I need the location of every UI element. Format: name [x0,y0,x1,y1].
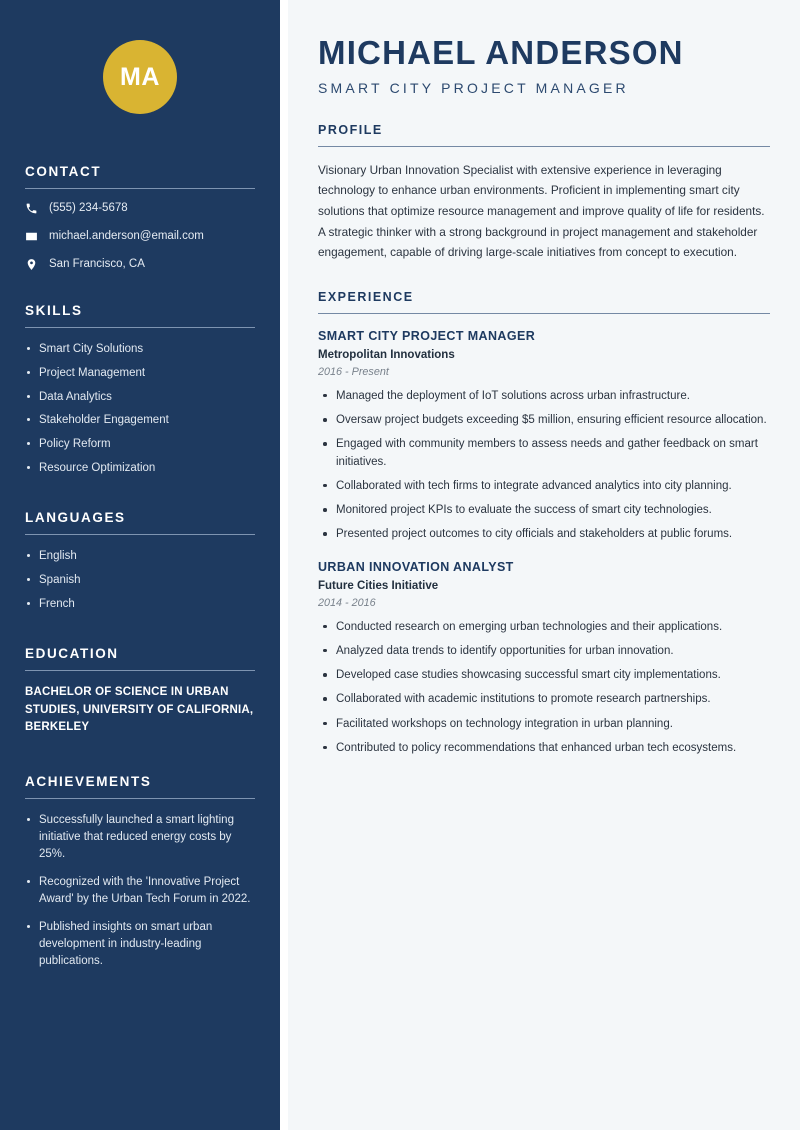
list-item: Stakeholder Engagement [25,412,255,429]
experience-bullets [318,388,770,544]
list-item: Project Management [25,365,255,382]
section-divider [318,313,770,314]
section-title-languages: LANGUAGES [25,510,126,526]
list-item: Managed the deployment of IoT solutions across urban infrastructure. [318,388,770,405]
list-item: Policy Reform [25,436,255,453]
list-item: Collaborated with academic institutions to promote research partnerships. [318,691,770,708]
section-divider [25,534,255,535]
sidebar [0,0,280,1130]
section-title-contact: CONTACT [25,164,102,179]
section-title-skills: SKILLS [25,303,83,319]
contact-item-email[interactable] [25,230,255,244]
experience-role: URBAN INNOVATION ANALYST [318,559,514,574]
sidebar-section-languages [25,510,255,612]
experience-entry [318,560,770,758]
experience-role: SMART CITY PROJECT MANAGER [318,328,536,343]
education-entry: BACHELOR OF SCIENCE IN URBAN STUDIES, UNIVERSITY OF CALIFORNIA, BERKELEY [25,686,254,733]
avatar-container [25,0,255,114]
envelope-icon [25,230,38,243]
section-divider [25,670,255,671]
contact-item-phone[interactable] [25,202,255,216]
list-item: Collaborated with tech firms to integrate advanced analytics into city planning. [318,478,770,495]
main-section-profile [318,123,770,263]
list-item: Recognized with the 'Innovative Project Award' by the Urban Tech Forum in 2022. [25,874,255,908]
experience-entry [318,329,770,544]
contact-value-email: michael.anderson@email.com [49,229,204,242]
section-title-experience: EXPERIENCE [318,289,414,304]
main-content [288,0,800,1130]
achievements-list [25,812,255,970]
list-item: Spanish [25,572,255,589]
sidebar-section-contact [25,164,255,271]
list-item: Contributed to policy recommendations that enhanced urban tech ecosystems. [318,740,770,757]
column-divider [280,0,288,1130]
list-item: Engaged with community members to assess needs and gather feedback on smart initiatives. [318,436,770,471]
section-divider [25,327,255,328]
list-item: Analyzed data trends to identify opportunities for urban innovation. [318,643,770,660]
list-item: Facilitated workshops on technology integration in urban planning. [318,716,770,733]
section-divider [318,146,770,147]
experience-bullets [318,619,770,758]
contact-list [25,202,255,271]
profile-text: Visionary Urban Innovation Specialist with extensive experience in leveraging technology to enhance urban environments. Proficient in implementing smart city solutions that optimize resource management and improve quality of life for residents. A strategic thinker with a strong background in project management and stakeholder engagement, capable of driving large-scale initiatives from concept to execution. [318,162,765,260]
contact-item-location[interactable] [25,258,255,272]
contact-value-location: San Francisco, CA [49,257,145,270]
list-item: Developed case studies showcasing successful smart city implementations. [318,667,770,684]
sidebar-section-achievements [25,774,255,970]
phone-icon [25,202,38,215]
section-divider [25,188,255,189]
experience-dates: 2014 - 2016 [318,596,376,609]
list-item: Data Analytics [25,389,255,406]
section-title-achievements: ACHIEVEMENTS [25,774,152,790]
experience-dates: 2016 - Present [318,365,389,378]
job-title-subtitle: SMART CITY PROJECT MANAGER [318,79,629,96]
list-item: Oversaw project budgets exceeding $5 million, ensuring efficient resource allocation. [318,412,770,429]
avatar: MA [103,40,177,114]
sidebar-section-education [25,646,255,736]
section-divider [25,798,255,799]
list-item: Published insights on smart urban development in industry-leading publications. [25,919,255,970]
list-item: Smart City Solutions [25,341,255,358]
list-item: French [25,596,255,613]
list-item: Presented project outcomes to city officials and stakeholders at public forums. [318,526,770,543]
list-item: Monitored project KPIs to evaluate the success of smart city technologies. [318,502,770,519]
page-title: MICHAEL ANDERSON [318,34,684,71]
list-item: Conducted research on emerging urban technologies and their applications. [318,619,770,636]
sidebar-section-skills [25,303,255,476]
location-pin-icon [25,258,38,271]
section-title-profile: PROFILE [318,122,383,137]
section-title-education: EDUCATION [25,646,119,662]
main-section-experience [318,290,770,757]
list-item: Resource Optimization [25,460,255,477]
experience-company: Future Cities Initiative [318,579,439,592]
contact-value-phone: (555) 234-5678 [49,202,128,214]
skills-list [25,341,255,476]
languages-list [25,548,255,612]
experience-company: Metropolitan Innovations [318,348,455,361]
list-item: English [25,548,255,565]
list-item: Successfully launched a smart lighting initiative that reduced energy costs by 25%. [25,812,255,863]
